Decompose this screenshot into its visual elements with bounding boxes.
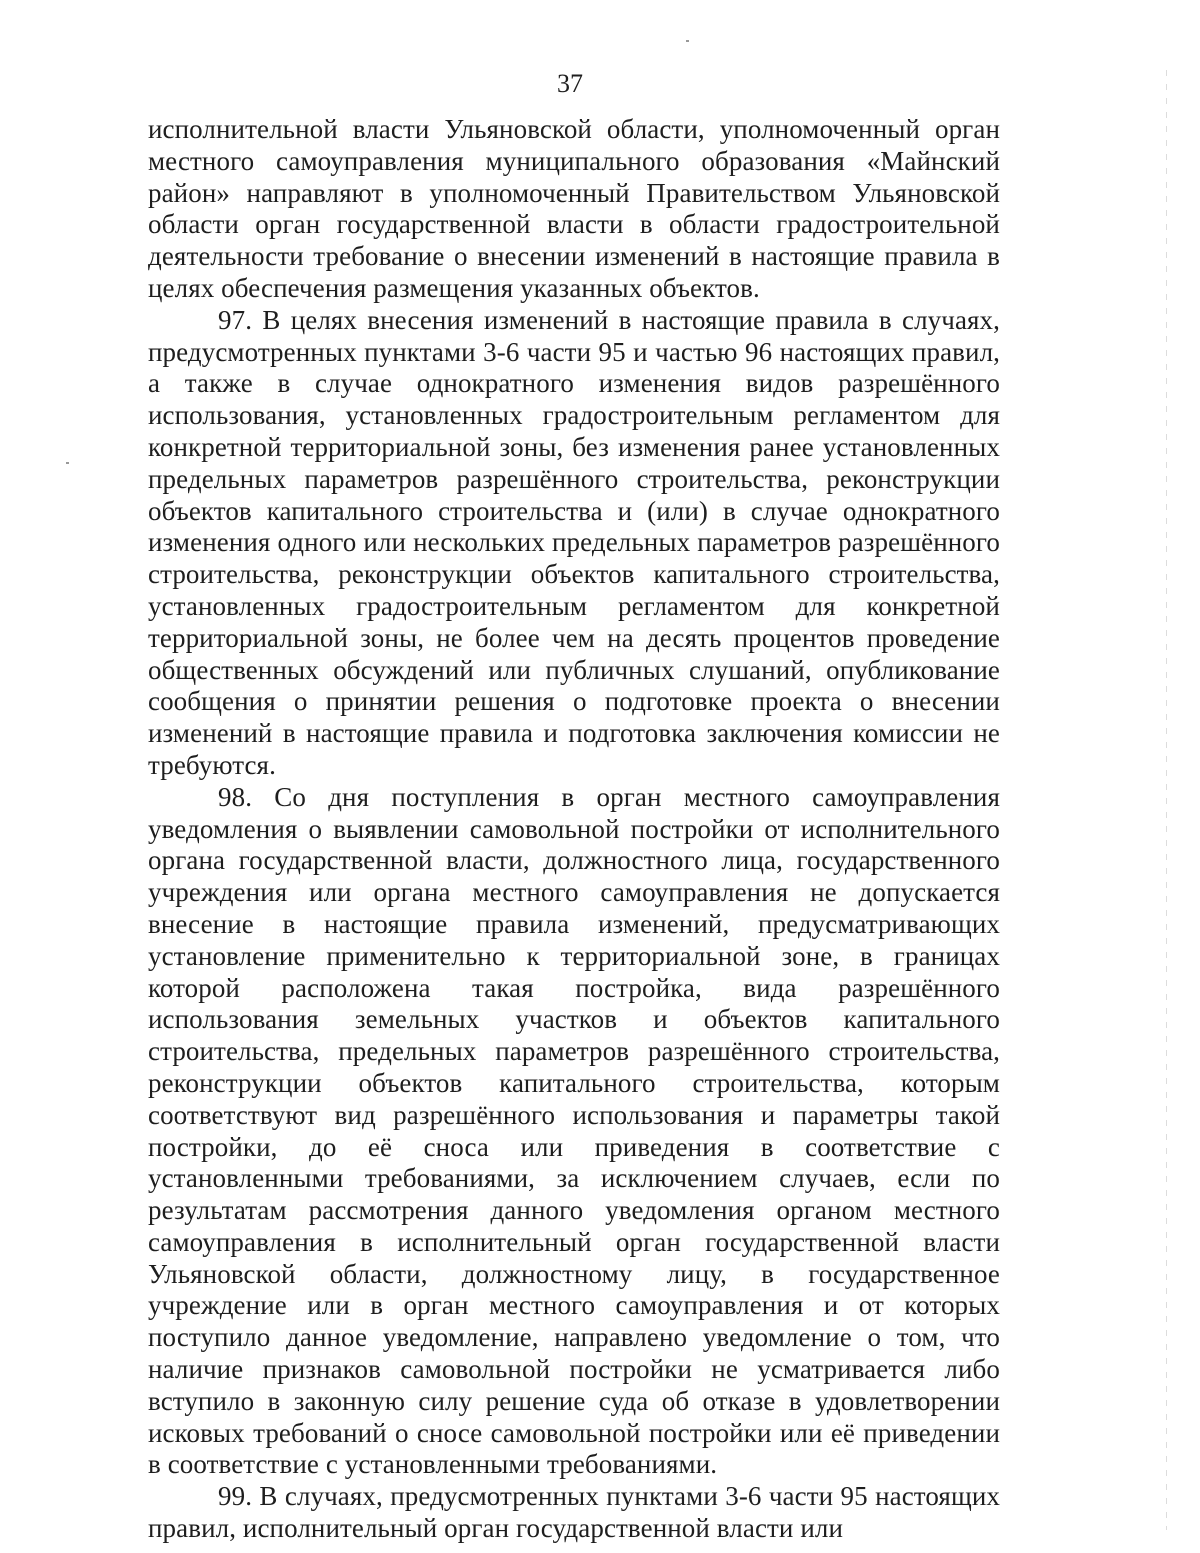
scan-edge-artifact [1166,70,1167,1530]
document-body [148,114,1000,1545]
paragraph-98: 98. Со дня поступления в орган местного самоуправления уведомления о выявлении самовольной постройки от исполнительного органа государственной власти, должностного лица, государственного учреждения или органа местного самоуправления не допускается внесение в настоящие правила изменений, предусматривающих установление применительно к территориальной зоне, в границах которой расположена такая постройка, вида разрешённого использования земельных участков и объектов капитального строительства, предельных параметров разрешённого строительства, реконструкции объектов капитального строительства, которым соответствуют вид разрешённого использования и параметры такой постройки, до её сноса или приведения в соответствие с установленными требованиями, за исключением случаев, если по результатам рассмотрения данного уведомления органом местного самоуправления в исполнительный орган государственной власти Ульяновской области, должностному лицу, в государственное учреждение или в орган местного самоуправления и от которых поступило данное уведомление, направлено уведомление о том, что наличие признаков самовольной постройки не усматривается либо вступило в законную силу решение суда об отказе в удовлетворении исковых требований о сносе самовольной постройки или её приведении в соответствие с установленными требованиями. [148,781,1000,1480]
paragraph-99: 99. В случаях, предусмотренных пунктами 3-6 части 95 настоящих правил, исполнительный орган государственной власти или [148,1481,1000,1544]
page-number: 37 [557,69,583,98]
scan-speck [66,462,69,464]
paragraph-continuation: исполнительной власти Ульяновской области, уполномоченный орган местного самоуправления муниципального образования «Майнский район» направляют в уполномоченный Правительством Ульяновской области орган государственной власти в области градостроительной деятельности требование о внесении изменений в настоящие правила в целях обеспечения размещения указанных объектов. [148,114,1000,303]
paragraph-97: 97. В целях внесения изменений в настоящие правила в случаях, предусмотренных пунктами 3-6 части 95 и частью 96 настоящих правил, а также в случае однократного изменения видов разрешённого использования, установленных градостроительным регламентом для конкретной территориальной зоны, без изменения ранее установленных предельных параметров разрешённого строительства, реконструкции объектов капитального строительства и (или) в случае однократного изменения одного или нескольких предельных параметров разрешённого строительства, реконструкции объектов капитального строительства, установленных градостроительным регламентом для конкретной территориальной зоны, не более чем на десять процентов проведение общественных обсуждений или публичных слушаний, опубликование сообщения о принятии решения о подготовке проекта о внесении изменений в настоящие правила и подготовка заключения комиссии не требуются. [148,304,1000,780]
scan-speck [686,40,689,42]
